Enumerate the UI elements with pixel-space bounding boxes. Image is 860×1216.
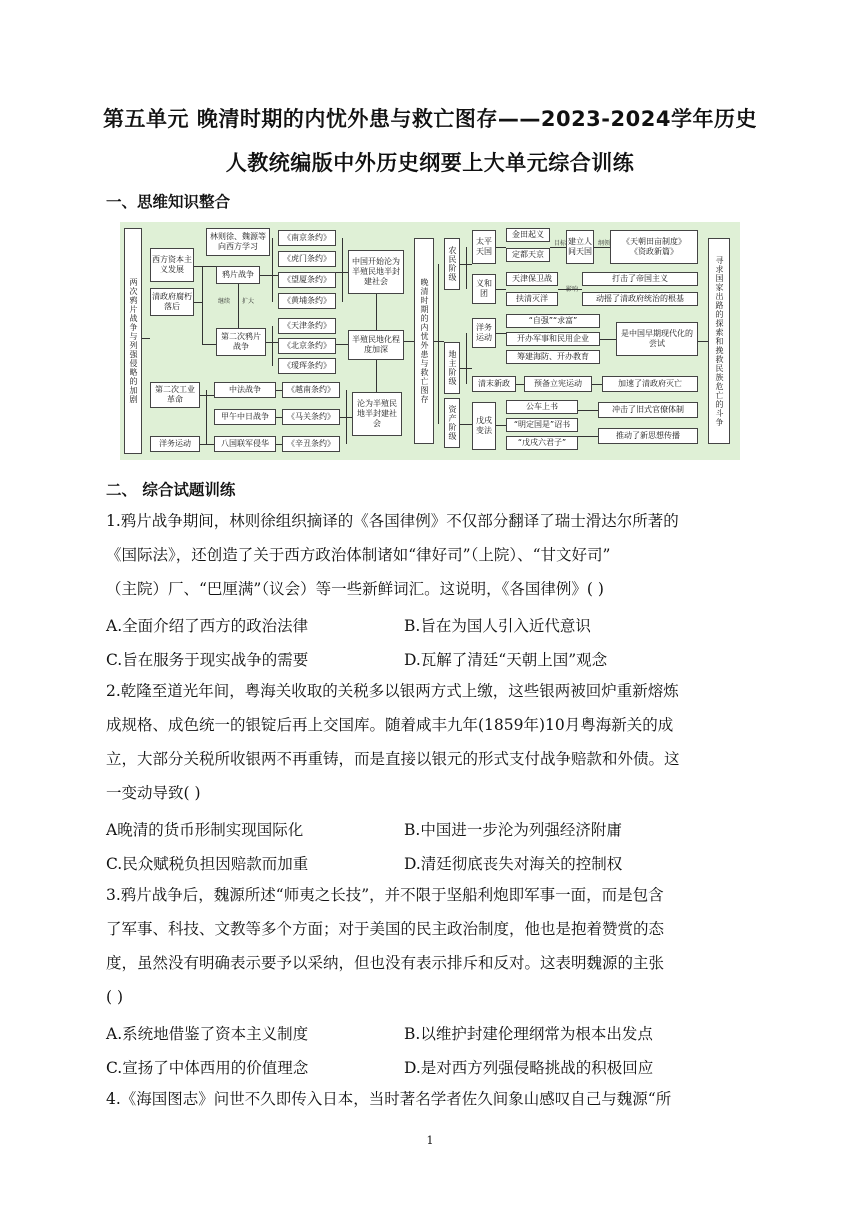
doc-tianchao: 《天朝田亩制度》	[622, 237, 686, 246]
war-eight-nation: 八国联军侵华	[214, 436, 276, 452]
wuxu-effect-1: 冲击了旧式官僚体制	[598, 402, 698, 418]
relation-jixu: 继续	[218, 298, 231, 305]
yihetuan-item-tianjin: 天津保卫战	[506, 272, 558, 286]
q3-line-3: 度，虽然没有明确表示要予以采纳，但也没有表示排斥和反对。这表明魏源的主张	[106, 954, 665, 972]
xinzheng-item-box: 预备立宪运动	[524, 376, 592, 392]
taiping-docs-box	[610, 230, 698, 264]
label-gangling: 纲领	[598, 240, 611, 247]
opium-war-1-box: 鸦片战争	[216, 266, 260, 284]
q2-option-b[interactable]: B.中国进一步沦为列强经济附庸	[404, 821, 622, 839]
treaty-humen: 《虎门条约》	[278, 251, 336, 267]
taiping-item-jintian: 金田起义	[506, 228, 550, 242]
q2-option-d[interactable]: D.清廷彻底丧失对海关的控制权	[404, 855, 623, 873]
yihetuan-effect-2: 动摇了清政府统治的根基	[582, 292, 698, 306]
q2-option-a[interactable]: A晚清的货币形制实现国际化	[106, 821, 304, 839]
left-vertical-box: 两次鸦片战争与列强侵略的加剧	[124, 228, 142, 454]
q4-line-1: 4.《海国图志》问世不久即传入日本，当时著名学者佐久间象山感叹自己与魏源“所	[106, 1090, 672, 1108]
q1-option-c[interactable]: C.旨在服务于现实战争的需要	[106, 651, 309, 669]
taiping-item-tianjing: 定都天京	[506, 248, 550, 262]
q1-option-a[interactable]: A.全面介绍了西方的政治法律	[106, 617, 309, 635]
tianguo-box: 建立人间天国	[566, 230, 594, 264]
yangwu-effect-box: 是中国早期现代化的尝试	[616, 322, 698, 356]
semi-colonial-fall-box: 沦为半殖民地半封建社会	[352, 392, 402, 436]
treaty-beijing: 《北京条约》	[278, 338, 336, 354]
treaty-aihui: 《瑷珲条约》	[278, 358, 336, 374]
qing-corrupt-box: 清政府腐朽落后	[150, 288, 194, 316]
class-landlord-box: 地主阶级	[444, 342, 460, 394]
wuxu-item-liujunzi: “戊戌六君子”	[506, 436, 578, 450]
class-bourgeois-box: 资产阶级	[444, 398, 460, 448]
center-vertical-box: 晚清时期的内忧外患与救亡图存	[414, 238, 434, 444]
yangwu-item-haifang: 筹建海防、开办教育	[506, 350, 600, 364]
relation-kuoda: 扩大	[242, 298, 255, 305]
wuxu-item-gongche: 公车上书	[506, 400, 578, 414]
treaty-vietnam: 《越南条约》	[282, 382, 340, 398]
q1-option-d[interactable]: D.瓦解了清廷“天朝上国”观念	[404, 651, 608, 669]
qingmo-box: 清末新政	[472, 376, 516, 392]
yihetuan-effect-1: 打击了帝国主义	[582, 272, 698, 286]
doc-zizheng: 《资政新篇》	[630, 247, 678, 256]
treaty-wangxia: 《望厦条约》	[278, 272, 336, 288]
industrial-revolution-box: 第二次工业革命	[150, 382, 200, 408]
q3-option-c[interactable]: C.宣扬了中体西用的价值理念	[106, 1059, 309, 1077]
yangwu-item-qiye: 开办军事和民用企业	[506, 332, 600, 346]
q2-line-1: 2.乾隆至道光年间，粤海关收取的关税多以银两方式上缴，这些银两被回炉重新熔炼	[106, 682, 679, 700]
q1-line-2: 《国际法》，还创造了关于西方政治体制诸如“律好司”（上院）、“甘文好司”	[106, 546, 611, 564]
treaty-huangpu: 《黄埔条约》	[278, 293, 336, 309]
taiping-box: 太平天国	[472, 230, 496, 264]
xinzheng-effect-box: 加速了清政府灭亡	[602, 376, 698, 392]
yangwu-left-box: 洋务运动	[150, 436, 200, 452]
q1-line-1: 1.鸦片战争期间，林则徐组织摘译的《各国律例》不仅部分翻译了瑞士滑达尔所著的	[106, 512, 679, 530]
label-mubiao: 目标	[554, 240, 567, 247]
yihetuan-box: 义和团	[472, 274, 496, 304]
west-capitalism-box: 西方资本主义发展	[150, 248, 194, 282]
war-sino-japanese: 甲午中日战争	[214, 409, 276, 425]
q3-option-a[interactable]: A.系统地借鉴了资本主义制度	[106, 1025, 309, 1043]
q2-option-c[interactable]: C.民众赋税负担因赔款而加重	[106, 855, 309, 873]
treaty-nanjing: 《南京条约》	[278, 230, 336, 246]
treaty-shimonoseki: 《马关条约》	[282, 409, 340, 425]
war-sino-french: 中法战争	[214, 382, 276, 398]
q3-line-1: 3.鸦片战争后，魏源所述“师夷之长技”，并不限于坚船利炮即军事一面，而是包含	[106, 886, 664, 904]
class-peasant-box: 农民阶级	[444, 238, 460, 290]
semi-colonial-deepen-box: 半殖民地化程度加深	[348, 330, 404, 360]
section-heading-1: 一、思维知识整合	[106, 193, 231, 211]
page-number: 1	[426, 1134, 434, 1147]
yihetuan-item-fuqing: 扶清灭洋	[506, 292, 558, 306]
treaty-tianjin: 《天津条约》	[278, 318, 336, 334]
opium-war-2-box: 第二次鸦片战争	[216, 328, 266, 356]
q1-line-3: （主院）厂、“巴厘满”（议会）等一些新鲜词汇。这说明，《各国律例》( )	[106, 580, 604, 598]
q3-line-4: ( )	[106, 988, 124, 1006]
q3-line-2: 了军事、科技、文教等多个方面；对于美国的民主政治制度，他也是抱着赞赏的态	[106, 920, 665, 938]
yangwu-item-ziqiang: “自强”“求富”	[506, 314, 600, 328]
wuxu-item-zhaoshu: “明定国是”诏书	[506, 418, 578, 432]
treaty-boxer: 《辛丑条约》	[282, 436, 340, 452]
q2-line-3: 立，大部分关税所收银两不再重铸，而是直接以银元的形式支付战争赔款和外债。这	[106, 750, 680, 768]
section-heading-2: 二、 综合试题训练	[106, 481, 236, 499]
lin-wei-box: 林则徐、魏源等向西方学习	[206, 228, 270, 256]
q1-option-b[interactable]: B.旨在为国人引入近代意识	[404, 617, 591, 635]
wuxu-effect-2: 推动了新思想传播	[598, 428, 698, 444]
q3-option-b[interactable]: B.以维护封建伦理纲常为根本出发点	[404, 1025, 653, 1043]
doc-title-line2: 人教统编版中外历史纲要上大单元综合训练	[225, 151, 635, 175]
right-vertical-box: 寻求国家出路的探索和挽救民族危亡的斗争	[708, 238, 730, 444]
yangwu-right-box: 洋务运动	[472, 318, 496, 348]
q2-line-4: 一变动导致( )	[106, 784, 201, 802]
wuxu-box: 戊戌变法	[472, 402, 496, 450]
knowledge-diagram	[120, 222, 740, 460]
semi-colonial-begin-box: 中国开始沦为半殖民地半封建社会	[348, 250, 404, 294]
q3-option-d[interactable]: D.是对西方列强侵略挑战的积极回应	[404, 1059, 654, 1077]
doc-title-line1: 第五单元 晚清时期的内忧外患与救亡图存——2023-2024学年历史	[103, 107, 757, 131]
q2-line-2: 成规格、成色统一的银锭后再上交国库。随着咸丰九年(1859年)10月粤海新关的成	[106, 716, 674, 734]
